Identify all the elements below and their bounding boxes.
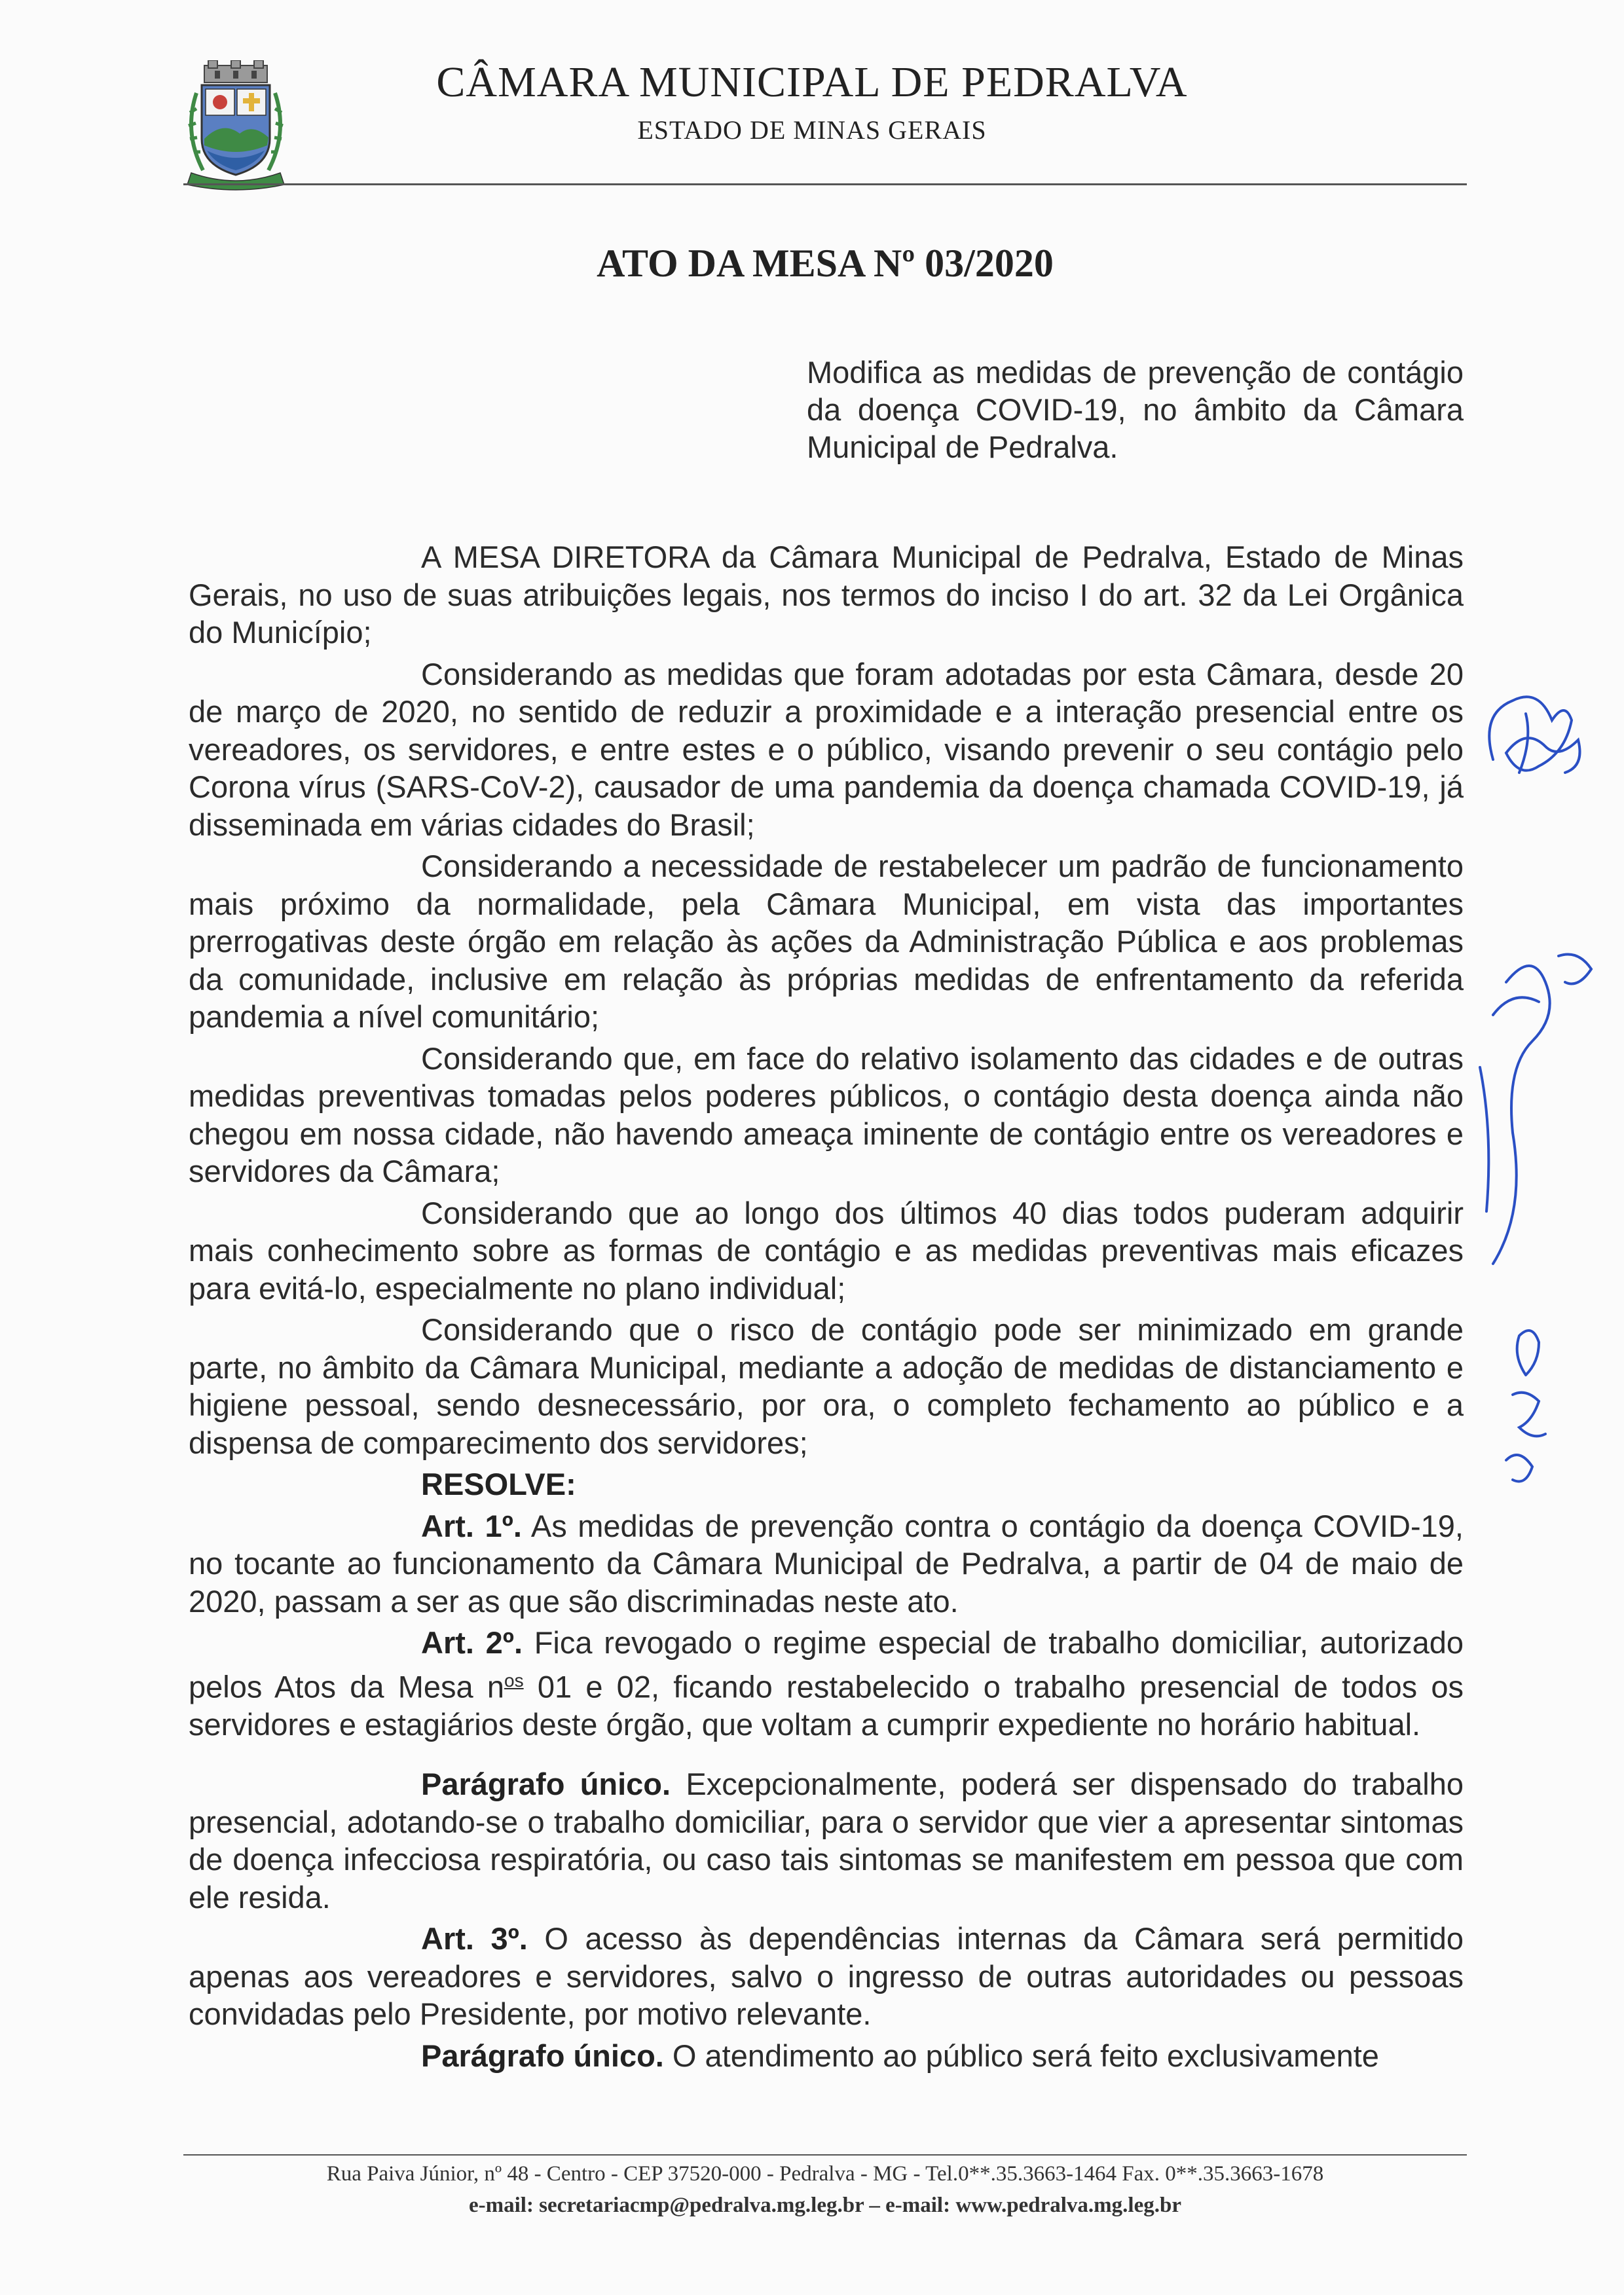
article-1-text: As medidas de prevenção contra o contágio da doença COVID-19, no tocante ao funcionamento da Câmara Municipal de Pedralva, a partir de 04 de maio de 2020, passam a ser as que são discriminadas neste ato. [189, 1508, 1464, 1619]
article-1-label: Art. 1º. [421, 1508, 522, 1543]
considering-paragraph-4: Considerando que ao longo dos últimos 40 dias todos puderam adquirir mais conhecimento sobre as formas de contágio e as medidas preventivas mais eficazes para evitá-lo, especialmente no plano individual; [189, 1195, 1464, 1306]
considering-paragraph-2: Considerando a necessidade de restabelecer um padrão de funcionamento mais próximo da normalidade, pela Câmara Municipal, em vista das importantes prerrogativas deste órgão em relação às ações da Administração Pública e aos problemas da comunidade, inclusive em relação às próprias medidas de enfrentamento da referida pandemia a nível comunitário; [189, 849, 1464, 1034]
footer-divider [183, 2154, 1467, 2156]
footer-address: Rua Paiva Júnior, nº 48 - Centro - CEP 37520-000 - Pedralva - MG - Tel.0**.35.3663-1464 Fax. 0**.35.3663-1678 [326, 2162, 1324, 2186]
letterhead-subtitle: ESTADO DE MINAS GERAIS [637, 115, 987, 145]
coat-of-arms-icon [177, 60, 295, 191]
handwritten-initials [1467, 674, 1624, 1526]
document-title: ATO DA MESA Nº 03/2020 [597, 242, 1054, 285]
letterhead-title: CÂMARA MUNICIPAL DE PEDRALVA [436, 58, 1188, 106]
ementa: Modifica as medidas de prevenção de contágio da doença COVID-19, no âmbito da Câmara Municipal de Pedralva. [807, 355, 1464, 464]
considering-paragraph-3: Considerando que, em face do relativo isolamento das cidades e de outras medidas preventivas tomadas pelos poderes públicos, o contágio desta doença ainda não chegou em nossa cidade, não havendo ameaça iminente de contágio entre os vereadores e servidores da Câmara; [189, 1040, 1464, 1188]
document-body [189, 538, 1464, 2074]
article-2-sole-paragraph: Parágrafo único. Excepcionalmente, poderá ser dispensado do trabalho presencial, adotando-se o trabalho domiciliar, para o servidor que vier a apresentar sintomas de doença infecciosa respiratória, ou caso tais sintomas se manifestem em pessoa que com ele resida. [189, 1767, 1464, 1915]
article-3: Art. 3º. O acesso às dependências internas da Câmara será permitido apenas aos vereadores e servidores, salvo o ingresso de outras autoridades ou pessoas convidadas pelo Presidente, por motivo relevante. [189, 1921, 1464, 2032]
article-3-label: Art. 3º. [421, 1921, 528, 1956]
preamble-paragraph: A MESA DIRETORA da Câmara Municipal de Pedralva, Estado de Minas Gerais, no uso de suas atribuições legais, nos termos do inciso I do art. 32 da Lei Orgânica do Município; [189, 540, 1464, 650]
article-1 [189, 1507, 1464, 1621]
considering-paragraph-1: Considerando as medidas que foram adotadas por esta Câmara, desde 20 de março de 2020, no sentido de reduzir a proximidade e a interação presencial entre os vereadores, os servidores, e entre estes e o público, visando prevenir o seu contágio pelo Corona vírus (SARS-CoV-2), causador de uma pandemia da doença chamada COVID-19, já disseminada em várias cidades do Brasil; [189, 656, 1464, 842]
header-divider [183, 183, 1467, 185]
considering-paragraph-5: Considerando que o risco de contágio pode ser minimizado em grande parte, no âmbito da Câmara Municipal, mediante a adoção de medidas de distanciamento e higiene pessoal, sendo desnecessário, por ora, o completo fechamento ao público e a dispensa de comparecimento dos servidores; [189, 1312, 1464, 1460]
article-2-label: Art. 2º. [421, 1625, 523, 1660]
article-3-sole-paragraph: Parágrafo único. O atendimento ao público será feito exclusivamente [421, 2038, 1379, 2073]
footer-emails: e-mail: secretariacmp@pedralva.mg.leg.br – e-mail: www.pedralva.mg.leg.br [468, 2194, 1181, 2217]
resolve-heading: RESOLVE: [421, 1467, 576, 1501]
article-2: Art. 2º. Fica revogado o regime especial de trabalho domiciliar, autorizado pelos Atos da Mesa $n^{os}$ 01 e 02, ficando restabelecido o trabalho presencial de todos os servidores e estagiários deste órgão, que voltam a cumprir expediente no horário habitual. [189, 1625, 1464, 1742]
